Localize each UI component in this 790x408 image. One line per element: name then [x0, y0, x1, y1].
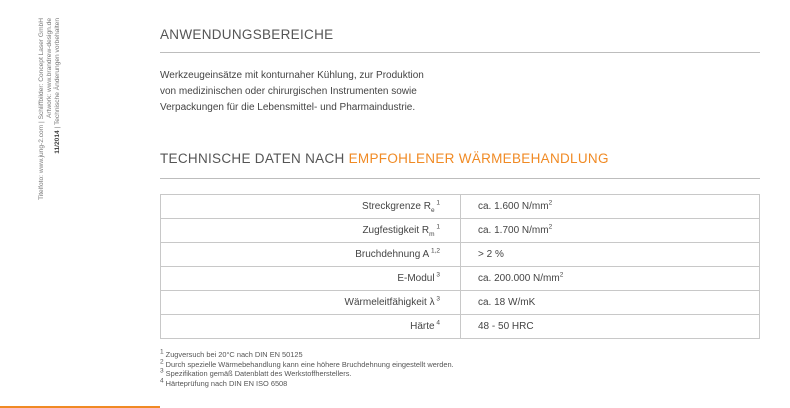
- footnotes: [160, 350, 454, 388]
- row-value: [461, 195, 760, 219]
- value-text: > 2 %: [478, 249, 504, 260]
- credits-line-1: Titelfoto: www.jung-2.com | Schliffbilder: Concept Laser GmbH: [38, 18, 45, 201]
- label-text: Zugfestigkeit R: [362, 225, 430, 236]
- footnote-number: 3: [160, 367, 164, 375]
- footnote-number: 4: [160, 377, 164, 385]
- table-row: [161, 195, 760, 219]
- row-value: [461, 267, 760, 291]
- value-text: ca. 18 W/mK: [478, 297, 536, 308]
- table-row: [161, 291, 760, 315]
- footnote-number: 2: [160, 358, 164, 366]
- label-text: Streckgrenze R: [362, 201, 431, 212]
- footnote-text: Härteprüfung nach DIN EN ISO 6508: [163, 378, 288, 388]
- value-text: ca. 1.600 N/mm: [478, 201, 549, 212]
- value-text: ca. 200.000 N/mm: [478, 273, 560, 284]
- footnote-number: 1: [160, 348, 164, 356]
- footnote-text: Durch spezielle Wärmebehandlung kann eine höhere Bruchdehnung eingestellt werden.: [163, 359, 454, 369]
- applications-line-2: von medizinischen oder chirurgischen Instrumenten sowie: [160, 86, 417, 97]
- label-text: Bruchdehnung A: [355, 249, 430, 260]
- footnote: [160, 360, 454, 370]
- table-row: [161, 243, 760, 267]
- label-sub: e: [430, 207, 435, 214]
- row-value: [461, 291, 760, 315]
- table-row: [161, 267, 760, 291]
- divider: [160, 52, 760, 53]
- label-sup: 4: [434, 319, 440, 327]
- title-plain: TECHNISCHE DATEN NACH: [160, 151, 349, 166]
- divider: [160, 178, 760, 179]
- row-label: [161, 315, 461, 339]
- row-label: [161, 291, 461, 315]
- value-text: 48 - 50 HRC: [478, 321, 534, 332]
- applications-text: [160, 68, 490, 116]
- credits-line-3: [54, 18, 62, 268]
- title-accent: EMPFOHLENER WÄRMEBEHANDLUNG: [348, 151, 609, 166]
- credits-disclaimer: | Technische Änderungen vorbehalten: [54, 18, 62, 131]
- row-value: [461, 219, 760, 243]
- label-sup: 3: [434, 271, 440, 279]
- section-title-applications: ANWENDUNGSBEREICHE: [160, 27, 334, 42]
- row-value: [461, 315, 760, 339]
- label-text: Härte: [410, 321, 435, 332]
- value-text: ca. 1.700 N/mm: [478, 225, 549, 236]
- section-title-technical-data: [160, 151, 609, 166]
- row-label: [161, 243, 461, 267]
- value-sup: 2: [548, 223, 553, 231]
- label-text: Wärmeleitfähigkeit λ: [344, 297, 435, 308]
- label-sup: 1,2: [429, 247, 440, 255]
- label-text: E-Modul: [397, 273, 435, 284]
- credits-text: [38, 18, 63, 268]
- table-row: [161, 219, 760, 243]
- value-sup: 2: [559, 271, 564, 279]
- label-sup: 1: [434, 199, 440, 207]
- applications-line-1: Werkzeugeinsätze mit konturnaher Kühlung, zur Produktion: [160, 70, 424, 81]
- credits-line-2: Artwork: www.brandrew-design.de: [46, 18, 54, 119]
- credits-date: 11/2014: [54, 130, 62, 154]
- footnote: [160, 379, 454, 389]
- footnote: [160, 369, 454, 379]
- row-label: [161, 195, 461, 219]
- spec-table: [160, 194, 760, 339]
- table-row: [161, 315, 760, 339]
- applications-line-3: Verpackungen für die Lebensmittel- und Pharmaindustrie.: [160, 102, 416, 113]
- footnote: [160, 350, 454, 360]
- row-label: [161, 267, 461, 291]
- label-sup: 3: [434, 295, 440, 303]
- footnote-text: Spezifikation gemäß Datenblatt des Werkstoffherstellers.: [163, 369, 352, 379]
- label-sub: m: [429, 231, 435, 238]
- row-value: [461, 243, 760, 267]
- label-sup: 1: [434, 223, 440, 231]
- row-label: [161, 219, 461, 243]
- footnote-text: Zugversuch bei 20°C nach DIN EN 50125: [163, 350, 303, 359]
- sidebar-credits: [8, 18, 68, 268]
- value-sup: 2: [548, 199, 553, 207]
